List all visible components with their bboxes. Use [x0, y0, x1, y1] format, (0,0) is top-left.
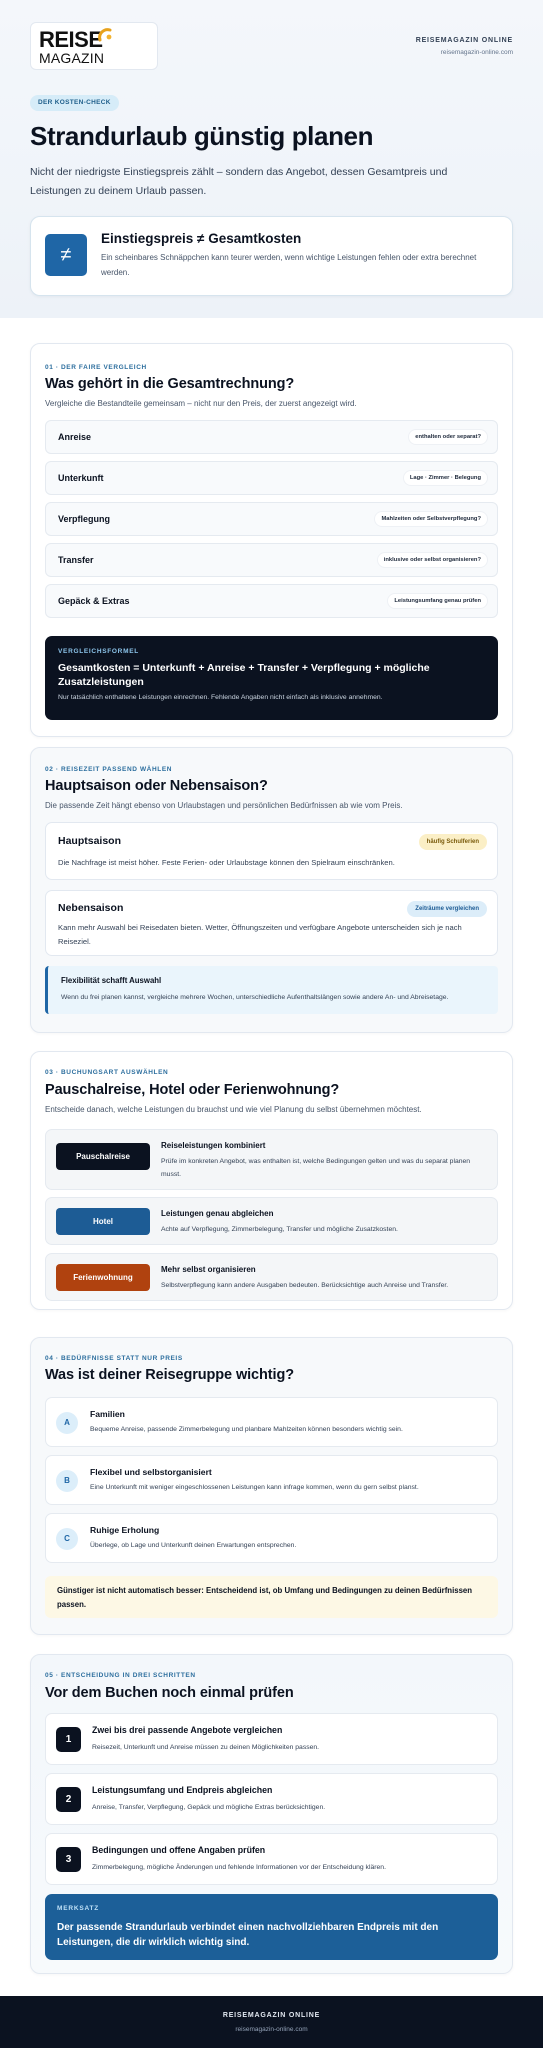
- group-row-b: [45, 1455, 498, 1505]
- key-insight-title: Einstiegspreis ≠ Gesamtkosten: [101, 231, 302, 246]
- booking-row-apartment: [45, 1253, 498, 1301]
- step-title: Bedingungen und offene Angaben prüfen: [92, 1845, 266, 1855]
- group-text: Überlege, ob Lage und Unterkunft deinen Erwartungen entsprechen.: [90, 1542, 297, 1549]
- group-row-c: [45, 1513, 498, 1563]
- step-title: Leistungsumfang und Endpreis abgleichen: [92, 1785, 273, 1795]
- brand-logo[interactable]: [30, 22, 158, 70]
- step-text: Zimmerbelegung, mögliche Änderungen und fehlende Informationen vor der Entscheidung klären.: [92, 1864, 386, 1871]
- section-subtitle: Vergleiche die Bestandteile gemeinsam – nicht nur den Preis, der zuerst angezeigt wird.: [45, 399, 357, 408]
- cost-row-anreise: [45, 420, 498, 454]
- cost-row-label: Transfer: [58, 555, 94, 565]
- check-step-2: [45, 1773, 498, 1825]
- season-text: Kann mehr Auswahl bei Reisedaten bieten. Wetter, Öffnungszeiten und verfügbare Angebote unterscheiden sich je nach Reiseziel.: [58, 923, 462, 946]
- section-checklist: [30, 1654, 513, 1974]
- group-title: Familien: [90, 1409, 125, 1419]
- group-text: Bequeme Anreise, passende Zimmerbelegung und planbare Mahlzeiten können besonders wichtig sein.: [90, 1426, 403, 1433]
- step-text: Anreise, Transfer, Verpflegung, Gepäck und mögliche Extras berücksichtigen.: [92, 1804, 326, 1811]
- group-row-a: [45, 1397, 498, 1447]
- section-booking-type: [30, 1051, 513, 1310]
- hero-section: [0, 0, 543, 318]
- page-title: Strandurlaub günstig planen: [30, 121, 374, 151]
- season-tag: Zeiträume vergleichen: [407, 901, 487, 917]
- section-travel-group: [30, 1337, 513, 1635]
- group-letter-badge: B: [56, 1470, 78, 1492]
- cost-row-tag: Mahlzeiten oder Selbstverpflegung?: [375, 512, 487, 526]
- booking-row-text: Selbstverpflegung kann andere Ausgaben bedeuten. Berücksichtige auch Anreise und Transfer.: [161, 1282, 449, 1289]
- header-brand-url[interactable]: reisemagazin-online.com: [440, 49, 513, 56]
- page-lead: Nicht der niedrigste Einstiegspreis zählt – sondern das Angebot, dessen Gesamtpreis und Leistungen zu deinem Urlaub passen.: [30, 166, 448, 197]
- comparison-formula: [45, 636, 498, 720]
- section-subtitle: Die passende Zeit hängt ebenso von Urlaubstagen und persönlichen Bedürfnissen ab wie vom Preis.: [45, 801, 403, 810]
- check-step-1: [45, 1713, 498, 1765]
- booking-row-text: Achte auf Verpflegung, Zimmerbelegung, Transfer und mögliche Zusatzkosten.: [161, 1226, 398, 1233]
- tip-text: Wenn du frei planen kannst, vergleiche mehrere Wochen, unterschiedliche Aufenthaltslängen sowie andere An- und Abreisetage.: [61, 994, 449, 1001]
- section-title: Pauschalreise, Hotel oder Ferienwohnung?: [45, 1082, 340, 1098]
- cost-row-unterkunft: [45, 461, 498, 495]
- cost-row-transfer: [45, 543, 498, 577]
- booking-row-hotel: [45, 1197, 498, 1245]
- season-card-main: [45, 822, 498, 880]
- group-letter-badge: A: [56, 1412, 78, 1434]
- section-subtitle: Entscheide danach, welche Leistungen du brauchst und wie viel Planung du selbst übernehmen möchtest.: [45, 1105, 422, 1114]
- cost-row-tag: enthalten oder separat?: [409, 430, 487, 444]
- booking-row-title: Reiseleistungen kombiniert: [161, 1141, 266, 1150]
- topic-badge: DER KOSTEN-CHECK: [30, 95, 119, 111]
- section-title: Vor dem Buchen noch einmal prüfen: [45, 1685, 294, 1701]
- section-title: Hauptsaison oder Nebensaison?: [45, 778, 268, 794]
- group-title: Ruhige Erholung: [90, 1525, 160, 1535]
- step-text: Reisezeit, Unterkunft und Anreise müssen zu deinen Möglichkeiten passen.: [92, 1744, 320, 1751]
- booking-row-title: Mehr selbst organisieren: [161, 1265, 256, 1274]
- step-number: 2: [56, 1787, 81, 1812]
- tip-title: Flexibilität schafft Auswahl: [61, 976, 162, 985]
- group-letter-badge: C: [56, 1528, 78, 1550]
- check-step-3: [45, 1833, 498, 1885]
- footer-brand-name: REISEMAGAZIN ONLINE: [222, 2012, 321, 2019]
- sun-icon: [98, 28, 112, 42]
- header-brand-name: REISEMAGAZIN ONLINE: [415, 37, 513, 44]
- cost-row-tag: inklusive oder selbst organisieren?: [378, 553, 487, 567]
- season-text: Die Nachfrage ist meist höher. Feste Ferien- oder Urlaubstage können den Spielraum einschränken.: [58, 858, 395, 867]
- booking-type-package[interactable]: Pauschalreise: [56, 1143, 150, 1170]
- season-title: Hauptsaison: [58, 835, 122, 847]
- booking-type-apartment[interactable]: Ferienwohnung: [56, 1264, 150, 1291]
- booking-type-hotel[interactable]: Hotel: [56, 1208, 150, 1235]
- takeaway-kicker: MERKSATZ: [57, 1905, 100, 1912]
- season-tag: häufig Schulferien: [419, 834, 487, 850]
- cost-row-label: Gepäck & Extras: [58, 596, 130, 606]
- flexibility-tip: [45, 966, 498, 1014]
- booking-row-title: Leistungen genau abgleichen: [161, 1209, 274, 1218]
- booking-row-text: Prüfe im konkreten Angebot, was enthalten ist, welche Bedingungen gelten und was du separat planen musst.: [161, 1158, 471, 1178]
- cost-row-verpflegung: [45, 502, 498, 536]
- section-season: [30, 747, 513, 1033]
- group-note: [45, 1576, 498, 1618]
- formula-kicker: VERGLEICHSFORMEL: [58, 648, 139, 655]
- cost-row-label: Anreise: [58, 432, 92, 442]
- cost-row-tag: Lage · Zimmer · Belegung: [404, 471, 487, 485]
- formula-text: Gesamtkosten = Unterkunft + Anreise + Transfer + Verpflegung + mögliche Zusatzleistungen: [58, 662, 430, 688]
- section-title: Was ist deiner Reisegruppe wichtig?: [45, 1367, 294, 1383]
- cost-row-label: Verpflegung: [58, 514, 111, 524]
- step-title: Zwei bis drei passende Angebote vergleichen: [92, 1725, 283, 1735]
- cost-row-gepaeck: [45, 584, 498, 618]
- section-eyebrow: 03 · BUCHUNGSART AUSWÄHLEN: [45, 1069, 169, 1076]
- formula-note: Nur tatsächlich enthaltene Leistungen einrechnen. Fehlende Angaben nicht einfach als inklusive annehmen.: [58, 694, 383, 701]
- booking-row-package: [45, 1129, 498, 1190]
- key-insight-text: Ein scheinbares Schnäppchen kann teurer werden, wenn wichtige Leistungen fehlen oder extra berechnet werden.: [101, 253, 477, 277]
- cost-row-label: Unterkunft: [58, 473, 104, 483]
- takeaway-text: Der passende Strandurlaub verbindet einen nachvollziehbaren Endpreis mit den Leistungen, die dir wirklich wichtig sind.: [57, 1922, 439, 1948]
- season-title: Nebensaison: [58, 902, 124, 914]
- group-title: Flexibel und selbstorganisiert: [90, 1467, 212, 1477]
- section-eyebrow: 05 · ENTSCHEIDUNG IN DREI SCHRITTEN: [45, 1672, 196, 1679]
- logo-line-2: MAGAZIN: [39, 50, 105, 66]
- group-text: Eine Unterkunft mit weniger eingeschlossenen Leistungen kann infrage kommen, wenn du gern selbst planst.: [90, 1484, 419, 1491]
- step-number: 3: [56, 1847, 81, 1872]
- page-footer: [0, 1996, 543, 2048]
- key-insight-card: [30, 216, 513, 296]
- group-note-text: Günstiger ist nicht automatisch besser: Entscheidend ist, ob Umfang und Bedingungen zu deinen Bedürfnissen passen.: [57, 1586, 473, 1609]
- cost-row-tag: Leistungsumfang genau prüfen: [388, 594, 487, 608]
- key-takeaway: [45, 1894, 498, 1960]
- section-eyebrow: 01 · DER FAIRE VERGLEICH: [45, 364, 147, 371]
- header-brand: [416, 37, 513, 56]
- logo-line-1: REISE: [39, 27, 103, 52]
- step-number: 1: [56, 1727, 81, 1752]
- section-total-cost: [30, 343, 513, 737]
- section-eyebrow: 02 · REISEZEIT PASSEND WÄHLEN: [45, 766, 173, 773]
- season-card-off: [45, 890, 498, 956]
- not-equal-icon: ≠: [45, 234, 87, 276]
- section-eyebrow: 04 · BEDÜRFNISSE STATT NUR PREIS: [45, 1355, 183, 1362]
- footer-url[interactable]: reisemagazin-online.com: [235, 2026, 308, 2033]
- section-title: Was gehört in die Gesamtrechnung?: [45, 376, 295, 392]
